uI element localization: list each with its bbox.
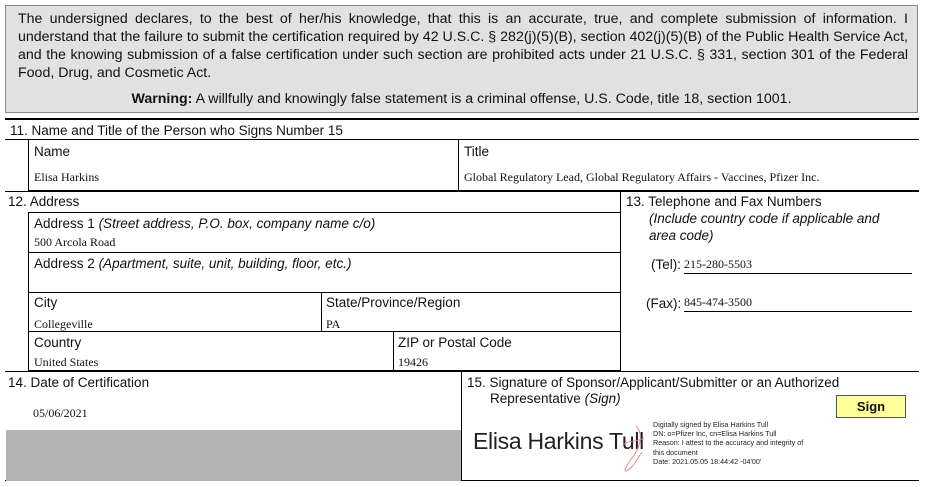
rule-country-mid <box>393 331 394 371</box>
address2-hint: (Apartment, suite, unit, building, floor, etc.) <box>98 256 352 271</box>
address1-hint: (Street address, P.O. box, company name c/o) <box>98 216 376 231</box>
signature-details <box>653 420 833 466</box>
state-label: State/Province/Region <box>326 295 461 310</box>
section-11-heading: 11. Name and Title of the Person who Signs Number 15 <box>10 123 343 138</box>
rule-14-mid <box>461 371 462 481</box>
section-14-heading: 14. Date of Certification <box>8 375 150 390</box>
name-field[interactable]: Elisa Harkins <box>34 170 99 184</box>
address2-label-group <box>34 256 351 271</box>
sign-hint: (Sign) <box>584 391 621 406</box>
address1-label-group <box>34 216 375 231</box>
phone-hint-line1: (Include country code if applicable and <box>649 211 880 226</box>
sign-button[interactable]: Sign <box>836 395 906 418</box>
representative-label: Representative <box>490 391 581 406</box>
state-field[interactable]: PA <box>326 317 341 331</box>
fax-label: (Fax): <box>646 296 682 311</box>
warning-text: A willfully and knowingly false statement is a criminal offense, U.S. Code, title 18, section 1001. <box>195 91 792 107</box>
address1-label: Address 1 <box>34 216 95 231</box>
signature-detail-line: Digitally signed by Elisa Harkins Tull <box>653 420 769 429</box>
signature-detail-line: DN: o=Pfizer Inc, cn=Elisa Harkins Tull <box>653 429 777 439</box>
rule-top <box>5 118 919 120</box>
phone-hint-line2: area code) <box>649 228 714 243</box>
section-12-heading: 12. Address <box>8 194 80 209</box>
rule-addr1-top <box>28 212 620 213</box>
section-15-heading-line2 <box>490 391 621 406</box>
rule-city-top <box>28 292 620 293</box>
address2-label: Address 2 <box>34 256 95 271</box>
rule-11-left <box>28 139 29 191</box>
rule-11-mid <box>458 139 459 191</box>
signature-detail-line: Reason: I attest to the accuracy and integrity of <box>653 438 804 448</box>
warning-label: Warning: <box>131 91 193 107</box>
signature-detail-line: this document <box>653 447 698 457</box>
signature-name: Elisa Harkins Tull <box>473 428 644 454</box>
name-label: Name <box>34 144 71 159</box>
tel-label: (Tel): <box>651 257 681 272</box>
city-field[interactable]: Collegeville <box>34 317 93 331</box>
declaration-warning <box>6 90 917 108</box>
zip-field[interactable]: 19426 <box>398 355 428 369</box>
rule-country-top <box>28 331 620 332</box>
date-field[interactable]: 05/06/2021 <box>33 406 88 420</box>
section-13-heading: 13. Telephone and Fax Numbers <box>626 194 822 209</box>
declaration-text: The undersigned declares, to the best of her/his knowledge, that this is an accurate, true, and complete submission of information. I understand that the failure to submit the certification required by 42 U.S.C. § 282(j)(5)(B), section 402(j)(5)(B) of the Public Health Service Act, and the knowing submission of a false certification under such section are prohibited acts under 21 U.S.C. § 331, section 301 of the Federal Food, Drug, and Cosmetic Act. <box>18 11 908 81</box>
address2-field[interactable] <box>34 274 614 288</box>
rule-11 <box>5 139 919 140</box>
country-field[interactable]: United States <box>34 355 99 369</box>
country-label: Country <box>34 335 82 350</box>
fax-field[interactable]: 845-474-3500 <box>684 295 912 312</box>
rule-12 <box>5 191 919 192</box>
title-field[interactable]: Global Regulatory Lead, Global Regulatory Affairs - Vaccines, Pfizer Inc. <box>464 170 820 184</box>
zip-label: ZIP or Postal Code <box>398 335 512 350</box>
rule-city-mid <box>321 292 322 332</box>
declaration-box <box>5 5 918 113</box>
rule-addr2-top <box>28 252 620 253</box>
section-15-heading: 15. Signature of Sponsor/Applicant/Submitter or an Authorized <box>467 375 840 390</box>
city-label: City <box>34 295 58 310</box>
address1-field[interactable]: 500 Arcola Road <box>34 235 116 249</box>
title-label: Title <box>464 144 490 159</box>
signature-flourish-icon <box>618 424 648 476</box>
rule-14 <box>5 371 919 372</box>
tel-field[interactable]: 215-280-5503 <box>684 257 912 274</box>
rule-12-right <box>620 191 621 372</box>
rule-12-left <box>28 212 29 371</box>
signature-detail-line: Date: 2021.05.05 18:44:42 -04'00' <box>653 456 762 466</box>
gray-panel <box>6 430 461 481</box>
